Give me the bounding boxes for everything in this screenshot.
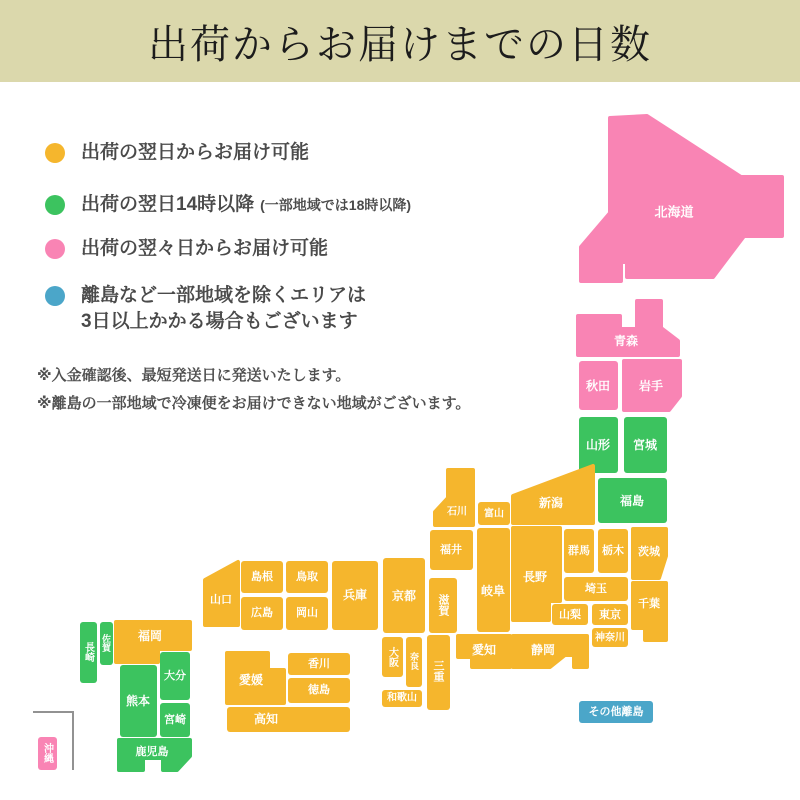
prefecture-label-miyagi: 宮城 <box>632 438 658 452</box>
prefecture-label-shiga: 滋賀 <box>437 594 449 616</box>
prefecture-label-shizuoka: 静岡 <box>530 643 556 657</box>
prefecture-label-hiroshima: 広島 <box>251 607 273 619</box>
prefecture-label-miyazaki: 宮崎 <box>164 714 186 726</box>
note-line-1: ※入金確認後、最短発送日に発送いたします。 <box>37 367 351 384</box>
prefecture-label-okayama: 岡山 <box>296 607 318 619</box>
prefecture-label-kagoshima: 鹿児島 <box>135 746 169 758</box>
page-title: 出荷からお届けまでの日数 <box>148 21 652 67</box>
prefecture-label-tokushima: 徳島 <box>308 684 330 696</box>
prefecture-label-niigata: 新潟 <box>538 496 564 510</box>
note-line-2: ※離島の一部地域で冷凍便をお届けできない地域がございます。 <box>37 395 471 412</box>
prefecture-label-fukui: 福井 <box>440 544 462 556</box>
prefecture-label-tottori: 鳥取 <box>296 571 318 583</box>
legend-label-islands-line2: 3日以上かかる場合もございます <box>81 311 358 332</box>
legend-label-two-days: 出荷の翌々日からお届け可能 <box>81 238 329 259</box>
prefecture-label-kumamoto: 熊本 <box>125 694 151 708</box>
prefecture-label-other-islands: その他離島 <box>588 706 644 718</box>
prefecture-label-nagano: 長野 <box>522 570 548 584</box>
prefecture-label-hokkaido: 北海道 <box>654 204 694 220</box>
prefecture-label-kochi: 高知 <box>253 712 279 726</box>
prefecture-label-ishikawa: 石川 <box>447 506 467 518</box>
prefecture-niigata <box>513 466 593 523</box>
prefecture-label-oita: 大分 <box>164 670 186 682</box>
legend-label-next-day-14: 出荷の翌日14時以降 (一部地域では18時以降) <box>81 194 412 215</box>
prefecture-label-nagasaki: 長崎 <box>82 642 94 662</box>
legend-label-islands-line1: 離島など一部地域を除くエリアは <box>81 285 367 306</box>
prefecture-label-osaka: 大阪 <box>386 647 398 667</box>
prefecture-label-fukushima: 福島 <box>619 494 645 508</box>
prefecture-label-toyama: 富山 <box>484 508 504 520</box>
prefecture-label-saga: 佐賀 <box>101 634 111 652</box>
prefecture-label-wakayama: 和歌山 <box>387 692 417 704</box>
prefecture-label-fukuoka: 福岡 <box>137 629 163 643</box>
prefecture-gifu <box>477 528 510 632</box>
prefecture-label-gunma: 群馬 <box>568 545 590 557</box>
prefecture-label-shimane: 島根 <box>251 571 273 583</box>
prefecture-chiba <box>633 583 666 640</box>
prefecture-label-hyogo: 兵庫 <box>342 588 368 602</box>
prefecture-label-saitama: 埼玉 <box>585 583 607 595</box>
prefecture-label-kyoto: 京都 <box>391 589 417 603</box>
prefecture-label-akita: 秋田 <box>585 379 611 393</box>
legend-note-next-day-14: (一部地域では18時以降) <box>260 197 412 213</box>
prefecture-label-aomori: 青森 <box>613 334 639 348</box>
prefecture-label-ehime: 愛媛 <box>238 673 264 687</box>
prefecture-label-yamaguchi: 山口 <box>210 594 232 606</box>
prefecture-label-gifu: 岐阜 <box>480 584 506 598</box>
prefecture-kochi <box>227 707 350 732</box>
prefecture-label-chiba: 千葉 <box>638 598 660 610</box>
prefecture-label-yamagata: 山形 <box>585 438 611 452</box>
prefecture-label-tochigi: 栃木 <box>602 545 624 557</box>
prefecture-label-mie: 三重 <box>432 660 444 682</box>
prefecture-label-kanagawa: 神奈川 <box>595 632 625 644</box>
prefecture-label-yamanashi: 山梨 <box>559 609 581 621</box>
prefecture-hokkaido <box>581 116 782 281</box>
prefecture-label-kagawa: 香川 <box>308 658 330 670</box>
prefecture-label-okinawa: 沖縄 <box>41 743 53 763</box>
legend-label-next-day: 出荷の翌日からお届け可能 <box>81 142 310 163</box>
prefecture-label-iwate: 岩手 <box>638 379 664 393</box>
prefecture-label-tokyo: 東京 <box>599 609 621 621</box>
prefecture-label-nara: 奈良 <box>409 652 419 670</box>
prefecture-label-ibaraki: 茨城 <box>638 546 660 558</box>
prefecture-label-aichi: 愛知 <box>471 643 497 657</box>
